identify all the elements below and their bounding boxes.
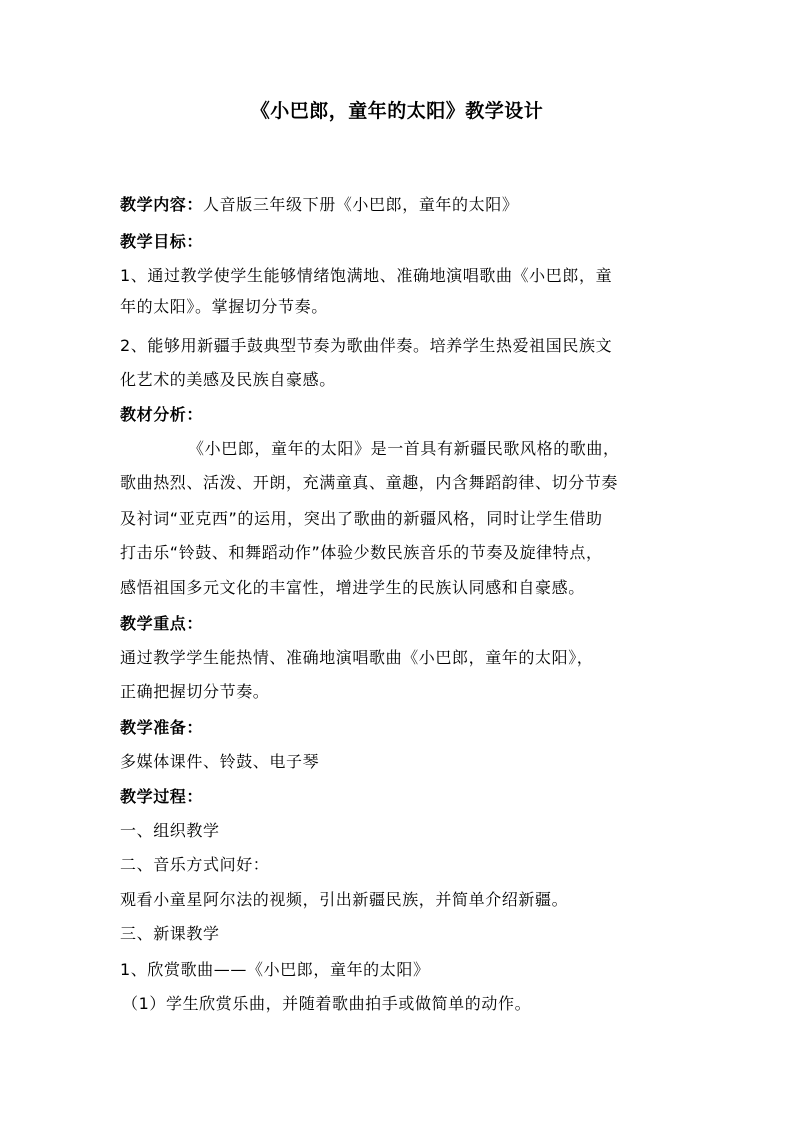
analysis-heading: 教材分析： bbox=[120, 405, 204, 424]
analysis-line: 及衬词“亚克西”的运用，突出了歌曲的新疆风格，同时让学生借助 bbox=[120, 509, 603, 528]
process-heading: 教学过程： bbox=[120, 787, 204, 806]
focus-line-1: 通过教学学生能热情、准确地演唱歌曲《小巴郎，童年的太阳》， bbox=[120, 648, 594, 667]
goal-2-line-1: 2、能够用新疆手鼓典型节奏为歌曲伴奏。培养学生热爱祖国民族文 bbox=[120, 336, 613, 355]
teaching-content-label: 教学内容： bbox=[120, 195, 204, 214]
teaching-content-text: 人音版三年级下册《小巴郎，童年的太阳》 bbox=[203, 195, 519, 214]
analysis-line: 感悟祖国多元文化的丰富性，增进学生的民族认同感和自豪感。 bbox=[120, 578, 585, 597]
analysis-line: 歌曲热烈、活泼、开朗，充满童真、童趣，内含舞蹈韵律、切分节奏 bbox=[120, 473, 619, 492]
process-step-3-1-1: （1）学生欣赏乐曲，并随着歌曲拍手或做简单的动作。 bbox=[122, 994, 532, 1013]
goal-2-line-2: 化艺术的美感及民族自豪感。 bbox=[120, 370, 336, 389]
goal-1-line-2: 年的太阳》。掌握切分节奏。 bbox=[120, 297, 328, 316]
goal-1-line-1: 1、通过教学使学生能够情绪饱满地、准确地演唱歌曲《小巴郎，童 bbox=[120, 266, 613, 285]
page-title: 《小巴郎，童年的太阳》教学设计 bbox=[250, 100, 544, 122]
process-step-1: 一、组织教学 bbox=[120, 821, 220, 840]
process-step-3: 三、新课教学 bbox=[120, 924, 220, 943]
focus-line-2: 正确把握切分节奏。 bbox=[120, 682, 270, 701]
goals-heading: 教学目标： bbox=[120, 232, 204, 251]
process-step-3-1: 1、欣赏歌曲——《小巴郎，童年的太阳》 bbox=[120, 960, 430, 979]
teaching-content-line bbox=[120, 192, 518, 215]
analysis-line: 《小巴郎，童年的太阳》是一首具有新疆民歌风格的歌曲， bbox=[188, 439, 620, 458]
process-step-2-text: 观看小童星阿尔法的视频，引出新疆民族，并简单介绍新疆。 bbox=[120, 890, 569, 909]
prep-heading: 教学准备： bbox=[120, 718, 204, 737]
focus-heading: 教学重点： bbox=[120, 614, 204, 633]
process-step-2: 二、音乐方式问好： bbox=[120, 855, 270, 874]
analysis-line: 打击乐“铃鼓、和舞蹈动作”体验少数民族音乐的节奏及旋律特点， bbox=[120, 543, 603, 562]
prep-text: 多媒体课件、铃鼓、电子琴 bbox=[120, 752, 320, 771]
